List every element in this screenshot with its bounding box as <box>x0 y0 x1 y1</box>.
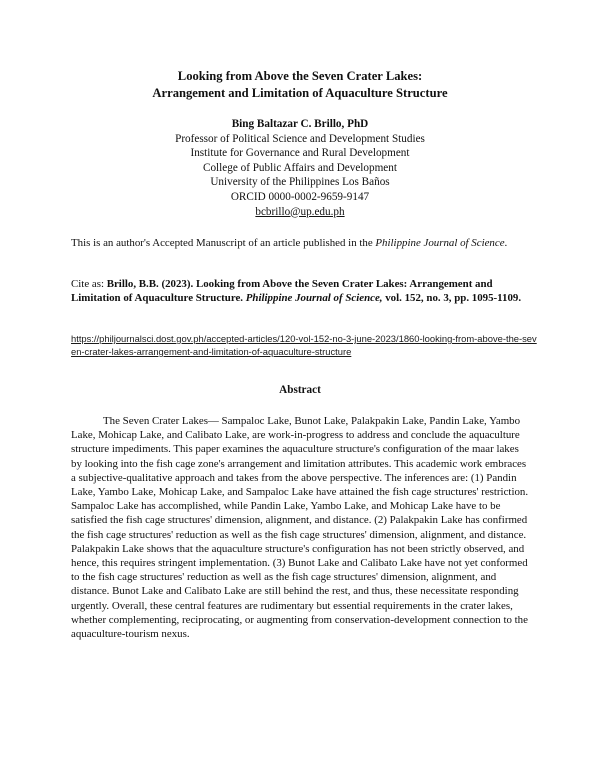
manuscript-note-end: . <box>504 237 508 249</box>
citation <box>71 277 531 305</box>
manuscript-note <box>71 236 531 250</box>
article-url-link[interactable]: https://philjournalsci.dost.gov.ph/accepted-articles/120-vol-152-no-3-june-2023/1860-looking-from-above-the-seven-crater-lakes-arrangement-and-limitation-of-aquaculture-structure <box>71 333 537 357</box>
paper-title <box>0 68 600 102</box>
author-institute: Institute for Governance and Rural Development <box>190 147 410 160</box>
author-college: College of Public Affairs and Development <box>203 161 397 174</box>
author-position: Professor of Political Science and Development Studies <box>175 132 425 145</box>
author-university: University of the Philippines Los Baños <box>210 176 390 189</box>
citation-journal: Philippine Journal of Science, <box>245 292 383 305</box>
title-line-2: Arrangement and Limitation of Aquaculture Structure <box>152 86 448 100</box>
author-block <box>0 117 600 219</box>
manuscript-note-journal: Philippine Journal of Science <box>375 237 505 249</box>
author-email-link[interactable]: bcbrillo@up.edu.ph <box>255 205 345 218</box>
manuscript-note-text: This is an author's Accepted Manuscript of an article published in the <box>71 237 376 249</box>
abstract-body: The Seven Crater Lakes— Sampaloc Lake, Bunot Lake, Palakpakin Lake, Pandin Lake, Yambo Lake, Mohicap Lake, and Calibato Lake, are work-in-progress to address and conclude the aquaculture structure impediments. This paper examines the aquaculture structure's configuration of the maar lakes by looking into the fish cage zone's arrangement and limitation attributes. This academic work embraces a subjective-qualitative approach and takes from the above perspective. The inferences are: (1) Pandin Lake, Yambo Lake, Mohicap Lake, and Sampaloc Lake have attained the fish cage structures' restriction. Sampaloc Lake has accomplished, while Pandin Lake, Yambo Lake, and Mohicap Lake have to be satisfied the fish cage structures' dimension, alignment, and distance. (2) Palakpakin Lake has confirmed the fish cage structures' reduction as well as the fish cage structures' dimension, alignment, and distance. Palakpakin Lake shows that the aquaculture structure's configuration has not been strictly observed, and hence, this requires stringent implementation. (3) Bunot Lake and Calibato Lake have not yet conformed to the fish cage structures' reduction as well as the fish cage structures' dimension, alignment, and distance. Bunot Lake and Calibato Lake are still behind the rest, and thus, these necessitate responding urgently. Overall, these central features are rudimentary but essential requirements in the crater lakes, whether complementing, reciprocating, or augmenting from conservation-development connection to the aquaculture-tourism nexus. <box>71 415 529 641</box>
abstract-heading: Abstract <box>279 384 321 396</box>
citation-reference: Brillo, B.B. (2023). Looking from Above the Seven Crater Lakes: Arrangement and Limitation of Aquaculture Structure. <box>71 278 493 305</box>
author-orcid: ORCID 0000-0002-9659-9147 <box>230 190 370 203</box>
citation-prefix: Cite as: <box>71 278 107 290</box>
author-name: Bing Baltazar C. Brillo, PhD <box>231 118 369 130</box>
citation-details: vol. 152, no. 3, pp. 1095-1109. <box>382 292 522 305</box>
title-line-1: Looking from Above the Seven Crater Lakes: <box>177 69 423 83</box>
